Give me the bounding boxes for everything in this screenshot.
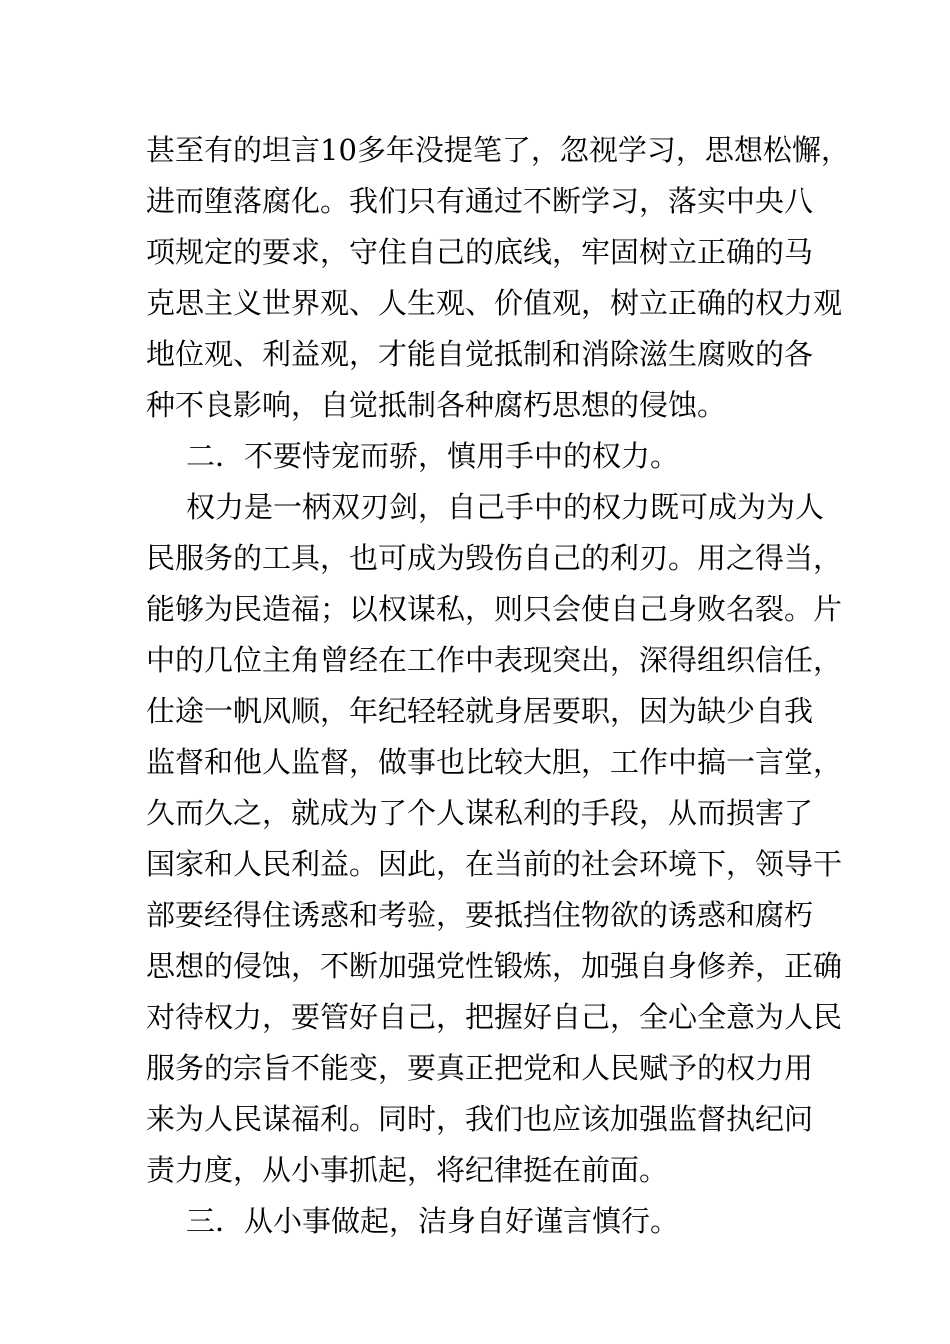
paragraph-line: 进而堕落腐化。我们只有通过不断学习，落实中央八 [146, 184, 814, 218]
paragraph-line: 仕途一帆风顺，年纪轻轻就身居要职，因为缺少自我 [146, 694, 814, 728]
paragraph-line: 部要经得住诱惑和考验，要抵挡住物欲的诱惑和腐朽 [146, 898, 814, 932]
paragraph-line: 民服务的工具，也可成为毁伤自己的利刃。用之得当， [146, 541, 843, 575]
paragraph-line: 甚至有的坦言10多年没提笔了，忽视学习，思想松懈， [146, 133, 850, 167]
paragraph-line: 能够为民造福；以权谋私，则只会使自己身败名裂。片 [146, 592, 843, 626]
paragraph-line: 国家和人民利益。因此，在当前的社会环境下，领导干 [146, 847, 843, 881]
document-body [146, 125, 850, 1247]
paragraph-line: 思想的侵蚀，不断加强党性锻炼，加强自身修养，正确 [146, 949, 843, 983]
paragraph-line: 监督和他人监督，做事也比较大胆，工作中搞一言堂， [146, 745, 843, 779]
paragraph-line: 久而久之，就成为了个人谋私利的手段，从而损害了 [146, 796, 814, 830]
paragraph-line: 种不良影响，自觉抵制各种腐朽思想的侵蚀。 [146, 388, 727, 422]
section-heading-2: 二．不要恃宠而骄，慎用手中的权力。 [186, 439, 680, 473]
section-heading-3: 三．从小事做起，洁身自好谨言慎行。 [186, 1204, 680, 1238]
paragraph-line: 来为人民谋福利。同时，我们也应该加强监督执纪问 [146, 1102, 814, 1136]
paragraph-line: 项规定的要求，守住自己的底线，牢固树立正确的马 [146, 235, 814, 269]
paragraph-line: 克思主义世界观、人生观、价值观，树立正确的权力观 [146, 286, 843, 320]
paragraph-line: 责力度，从小事抓起，将纪律挺在前面。 [146, 1153, 669, 1187]
paragraph-line: 地位观、利益观，才能自觉抵制和消除滋生腐败的各 [146, 337, 814, 371]
paragraph-line: 服务的宗旨不能变，要真正把党和人民赋予的权力用 [146, 1051, 814, 1085]
paragraph-line: 权力是一柄双刃剑，自己手中的权力既可成为为人 [186, 490, 825, 524]
paragraph-line: 对待权力，要管好自己，把握好自己，全心全意为人民 [146, 1000, 843, 1034]
paragraph-line: 中的几位主角曾经在工作中表现突出，深得组织信任， [146, 643, 843, 677]
